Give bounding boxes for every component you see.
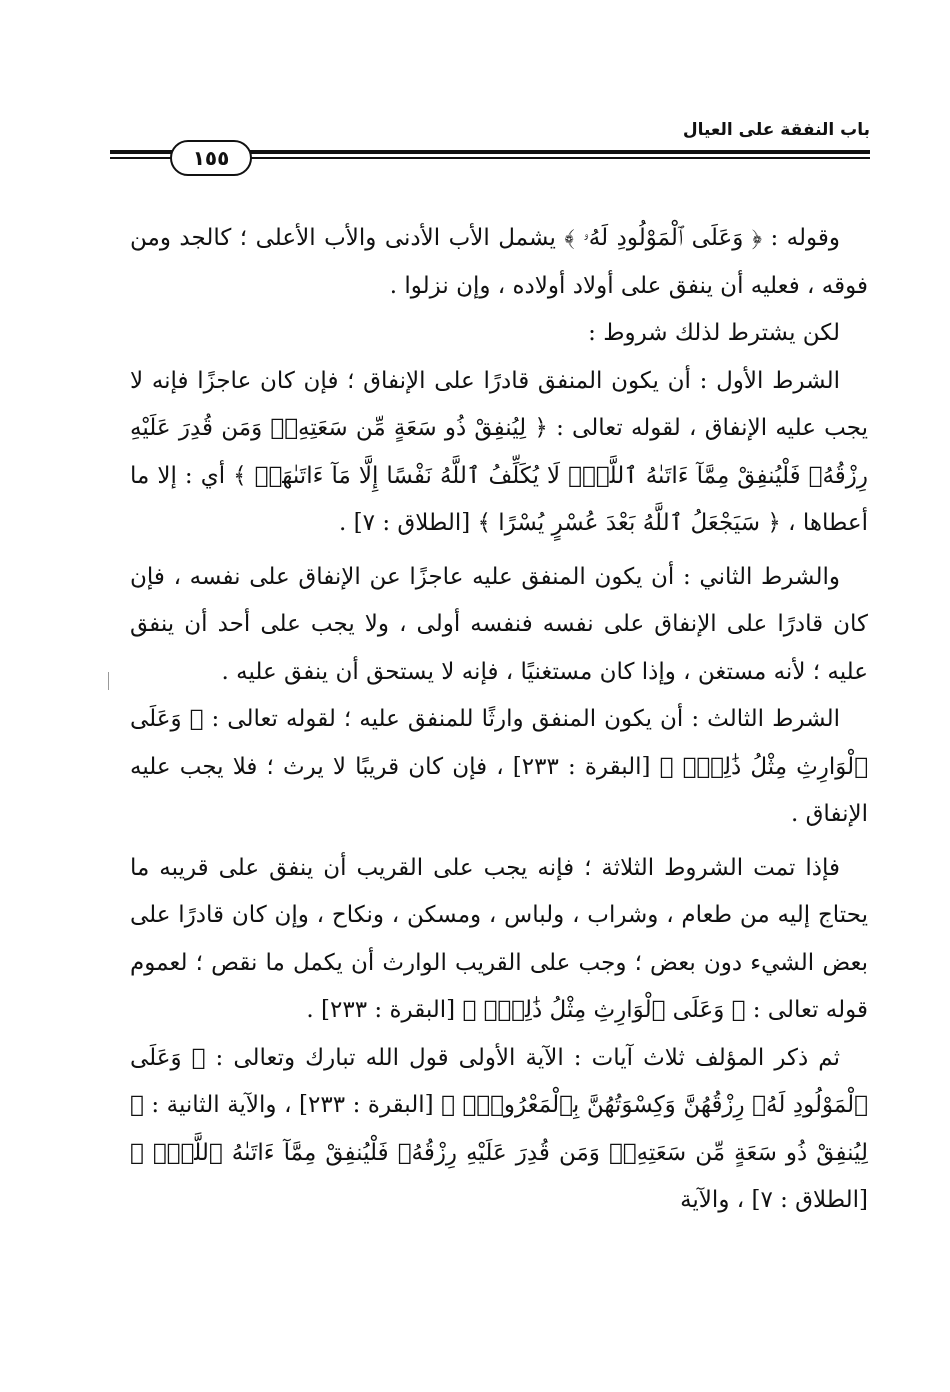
paragraph: وقوله : ﴿ وَعَلَى ٱلْمَوْلُودِ لَهُۥ ﴾ يشمل الأب الأدنى والأب الأعلى ؛ كالجد ومن فوقه ، فعليه أن ينفق على أولاد أولاده ، وإن نزلوا . bbox=[130, 225, 868, 299]
page-number: ١٥٥ bbox=[170, 140, 252, 176]
body-text bbox=[130, 215, 868, 1225]
chapter-title: باب النفقة على العيال bbox=[682, 120, 870, 140]
paragraph: فإذا تمت الشروط الثلاثة ؛ فإنه يجب على القريب أن ينفق على قريبه ما يحتاج إليه من طعام ، وشراب ، ولباس ، ومسكن ، ونكاح ، وإن كان قادرًا على بعض الشيء دون بعض ؛ وجب على القريب الوارث أن يكمل ما نقص ؛ لعموم قوله تعالى : ﴿ وَعَلَى ٱلْوَارِثِ مِثْلُ ذَٰلِكَۗ ﴾ [البقرة : ٢٣٣] . bbox=[130, 854, 868, 1023]
running-header bbox=[110, 112, 870, 182]
margin-mark bbox=[108, 672, 109, 690]
paragraph: لكن يشترط لذلك شروط : bbox=[588, 320, 840, 346]
paragraph: الشرط الأول : أن يكون المنفق قادرًا على الإنفاق ؛ فإن كان عاجزًا فإنه لا يجب عليه الإنفاق ، لقوله تعالى : ﴿ لِيُنفِقْ ذُو سَعَةٍ مِّن سَعَتِهِۦۖ وَمَن قُدِرَ عَلَيْهِ رِزْقُهُۥ فَلْيُنفِقْ مِمَّآ ءَاتَىٰهُ ٱللَّهُۚ لَا يُكَلِّفُ ٱللَّهُ نَفْسًا إِلَّا مَآ ءَاتَىٰهَاۚ ﴾ أي : إلا ما أعطاها ، ﴿ سَيَجْعَلُ ٱللَّهُ بَعْدَ عُسْرٍ يُسْرًا ﴾ [الطلاق : ٧] . bbox=[130, 367, 868, 536]
paragraph: ثم ذكر المؤلف ثلاث آيات : الآية الأولى قول الله تبارك وتعالى : ﴿ وَعَلَى ٱلْمَوْلُودِ لَهُۥ رِزْقُهُنَّ وَكِسْوَتُهُنَّ بِٱلْمَعْرُوفِۚ ﴾ [البقرة : ٢٣٣] ، والآية الثانية : ﴿ لِيُنفِقْ ذُو سَعَةٍ مِّن سَعَتِهِۦۖ وَمَن قُدِرَ عَلَيْهِ رِزْقُهُۥ فَلْيُنفِقْ مِمَّآ ءَاتَىٰهُ ٱللَّهُۚ ﴾ [الطلاق : ٧] ، والآية bbox=[130, 1044, 868, 1213]
paragraph: الشرط الثالث : أن يكون المنفق وارثًا للمنفق عليه ؛ لقوله تعالى : ﴿ وَعَلَى ٱلْوَارِثِ مِثْلُ ذَٰلِكَۗ ﴾ [البقرة : ٢٣٣] ، فإن كان قريبًا لا يرث ؛ فلا يجب عليه الإنفاق . bbox=[130, 706, 868, 827]
paragraph: والشرط الثاني : أن يكون المنفق عليه عاجزًا عن الإنفاق على نفسه ، فإن كان قادرًا على الإنفاق على نفسه فنفسه أولى ، ولا يجب على أحد أن ينفق عليه ؛ لأنه مستغن ، وإذا كان مستغنيًا ، فإنه لا يستحق أن ينفق عليه . bbox=[130, 563, 868, 685]
